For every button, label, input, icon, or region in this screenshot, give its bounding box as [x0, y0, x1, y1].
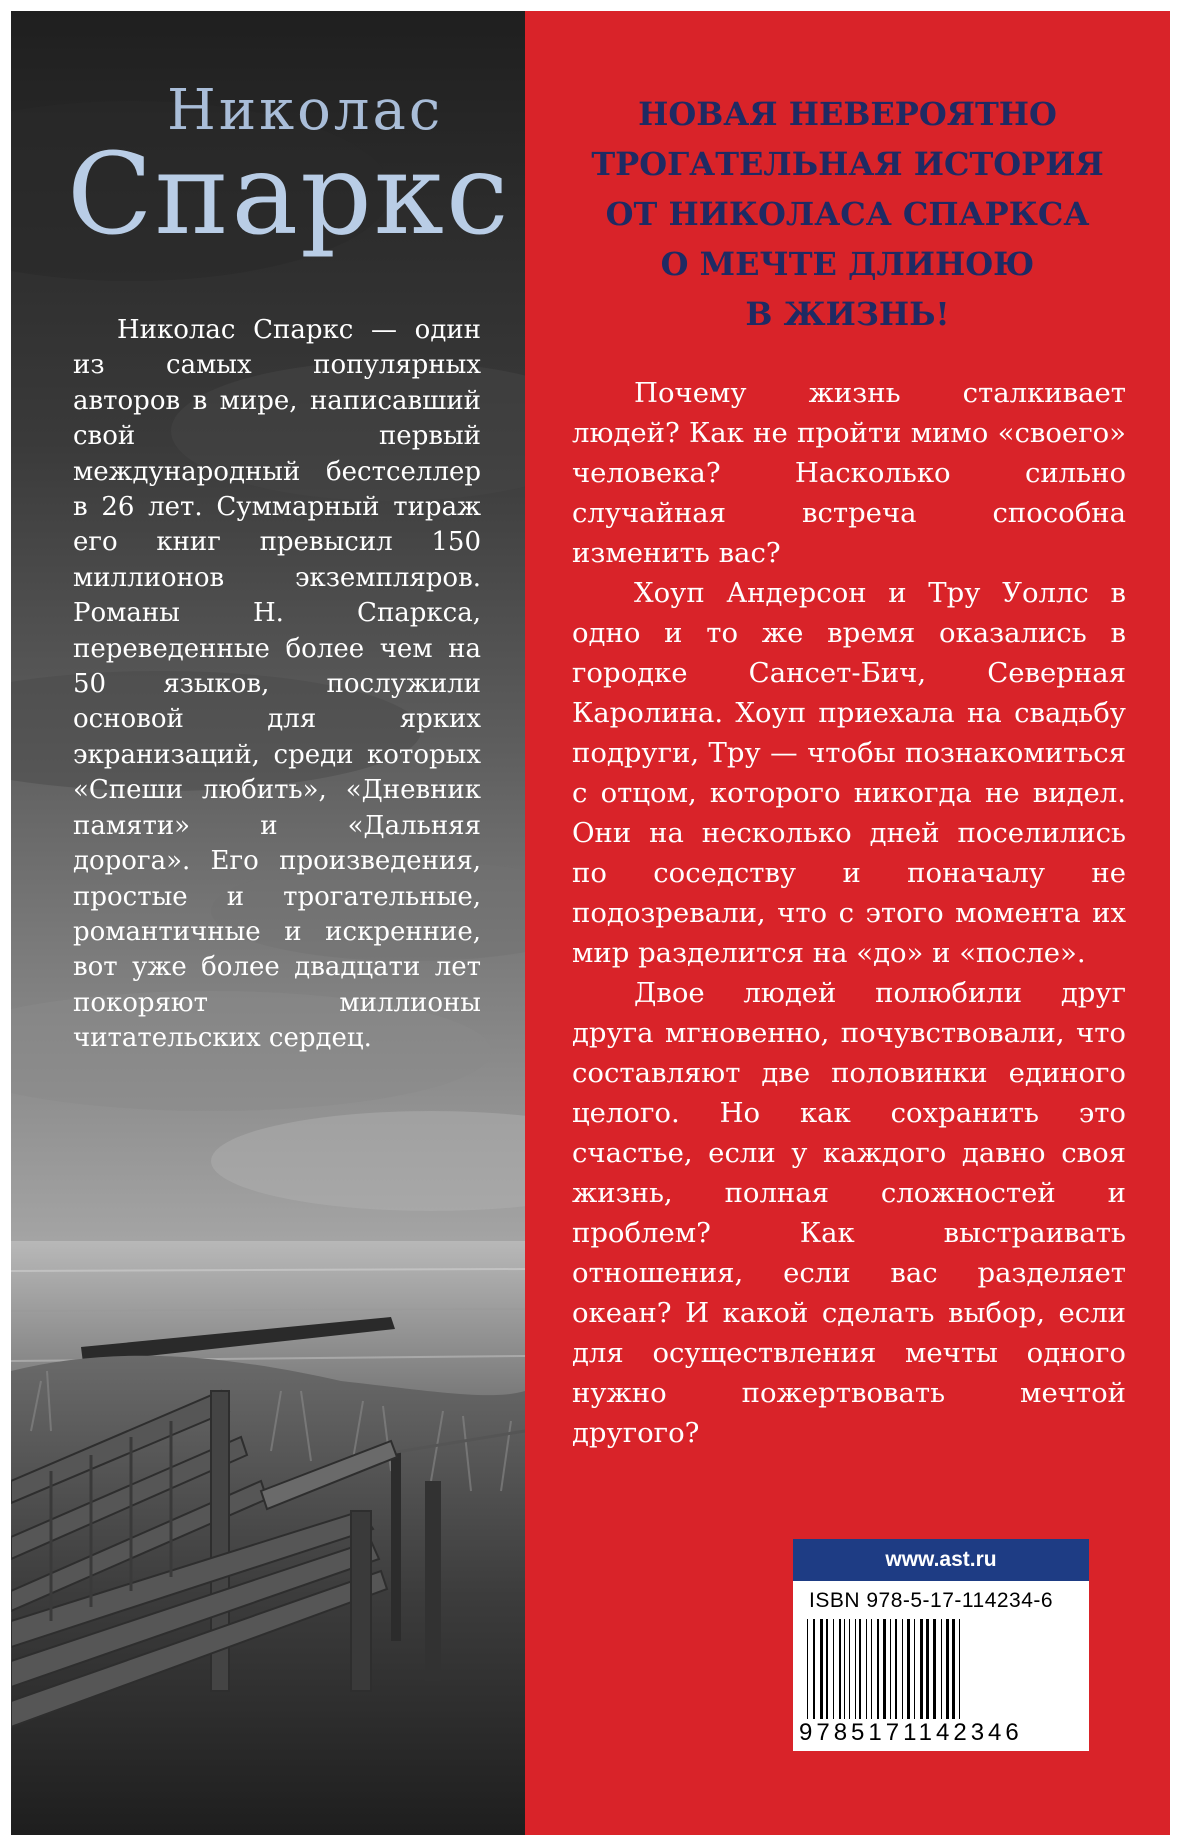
barcode-bar — [933, 1619, 936, 1723]
barcode-bar — [807, 1619, 808, 1723]
barcode-bar — [952, 1619, 955, 1723]
barcode-bar — [959, 1619, 960, 1723]
barcode-bar — [813, 1619, 815, 1723]
headline-line: ОТ НИКОЛАСА СПАРКСА — [605, 195, 1090, 233]
barcode-bar — [926, 1619, 929, 1723]
barcode-bar — [890, 1619, 891, 1723]
barcode-bar — [877, 1619, 879, 1723]
headline-line: НОВАЯ НЕВЕРОЯТНО — [638, 95, 1057, 133]
barcode-bar — [820, 1619, 823, 1723]
barcode-bar — [849, 1619, 850, 1723]
headline-line: О МЕЧТЕ ДЛИНОЮ — [660, 245, 1035, 283]
barcode-bar — [866, 1619, 867, 1723]
barcode-bar — [946, 1619, 949, 1723]
barcode-bar — [855, 1619, 856, 1723]
description-paragraph: Двое людей полюбили друг друга мгновенно, почувствовали, что составляют две половинки единого целого. Но как сохранить это счастье, если у каждого давно своя жизнь, полная сложностей и проблем? Как выстраивать отношения, если вас разделяет океан? И какой сделать выбор, если для осуществления мечты одного нужно пожертвовать мечтой другого? — [572, 977, 1126, 1449]
headline-line: В ЖИЗНЬ! — [745, 295, 950, 333]
description-paragraph: Хоуп Андерсон и Тру Уоллс в одно и то же время оказались в городке Сансет-Бич, Северная Каролина. Хоуп приехала на свадьбу подруги, Тру — чтобы познакомиться с отцом, которого никогда не видел. Они на несколько дней поселились по соседству и поначалу не подозревали, что с этого момента их мир разделится на «до» и «после». — [572, 577, 1126, 969]
isbn-barcode-block — [793, 1539, 1089, 1751]
headline — [555, 89, 1140, 339]
book-description — [572, 373, 1126, 1453]
description-paragraph: Почему жизнь сталкивает людей? Как не пройти мимо «своего» человека? Насколько сильно случайная встреча способна изменить вас? — [572, 377, 1126, 569]
author-last-name: Спаркс — [67, 130, 511, 260]
barcode-bar — [883, 1619, 886, 1723]
publisher-website: www.ast.ru — [793, 1539, 1089, 1581]
barcode-digits: 9785171142346 — [799, 1719, 1085, 1747]
book-back-cover — [11, 11, 1170, 1835]
photo-panel — [11, 11, 525, 1835]
barcode-bar — [839, 1619, 841, 1723]
barcode-bar — [844, 1619, 845, 1723]
barcode-bar — [833, 1619, 834, 1723]
barcode-bar — [895, 1619, 897, 1723]
barcode-bar — [871, 1619, 872, 1723]
author-bio: Николас Спаркс — один из самых популярных авторов в мире, написавший свой первый международный бестселлер в 26 лет. Суммарный тираж его книг превысил 150 миллионов экземпляров. Романы Н. Спаркса, переведенные более чем на 50 языков, послужили основой для ярких экранизаций, среди которых «Спеши любить», «Дневник памяти» и «Дальняя дорога». Его произведения, простые и трогательные, романтичные и искренние, вот уже более двадцати лет покоряют миллионы читательских сердец. — [73, 315, 481, 1054]
barcode — [803, 1619, 1079, 1723]
barcode-bar — [920, 1619, 923, 1723]
barcode-bar — [826, 1619, 828, 1723]
red-panel — [525, 11, 1170, 1835]
headline-line: ТРОГАТЕЛЬНАЯ ИСТОРИЯ — [591, 145, 1104, 183]
barcode-bar — [907, 1619, 910, 1723]
barcode-bar — [941, 1619, 942, 1723]
barcode-bar — [859, 1619, 861, 1723]
barcode-bar — [902, 1619, 903, 1723]
barcode-bar — [914, 1619, 915, 1723]
author-first-name: Николас — [167, 78, 444, 143]
isbn-number: ISBN 978-5-17-114234-6 — [809, 1589, 1054, 1612]
